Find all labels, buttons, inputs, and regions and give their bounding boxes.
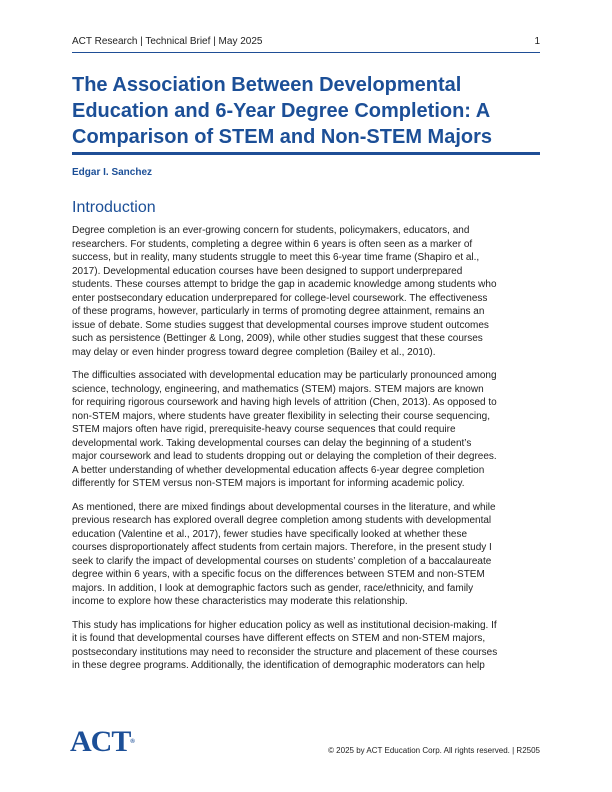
paragraph-4: This study has implications for higher education policy as well as institutional decision-making. If it is found that developmental courses have different effects on STEM and non-STEM majors, postsecondary institutions may need to reconsider the structure and placement of these courses in these degree programs. Additionally, the identification of demographic moderators can help: [72, 619, 498, 671]
copyright-footer: © 2025 by ACT Education Corp. All rights reserved. | R2505: [328, 746, 540, 755]
registered-mark: ®: [130, 739, 135, 745]
running-title: ACT Research | Technical Brief | May 2025: [72, 36, 263, 47]
paragraph-1: Degree completion is an ever-growing concern for students, policymakers, educators, and researchers. For students, completing a degree within 6 years is often seen as a marker of success, but in reality, many students struggle to meet this 6-year time frame (Shapiro et al., 2017). Developmental education courses have been designed to support underprepared students. These courses attempt to bridge the gap in academic knowledge among students who enter postsecondary education underprepared for college-level coursework. The effectiveness of these programs, however, particularly in terms of promoting degree attainment, remains an issue of debate. Some studies suggest that developmental courses improve student outcomes such as persistence (Bettinger & Long, 2009), while other studies suggest that these courses may delay or even hinder progress toward degree completion (Bailey et al., 2010).: [72, 225, 497, 358]
title-rule: [72, 152, 540, 155]
document-title: The Association Between Developmental Education and 6-Year Degree Completion: A Comparison of STEM and Non-STEM Majors: [72, 74, 493, 148]
act-logo: [70, 727, 135, 757]
header-rule: [72, 52, 540, 53]
body-text: [72, 224, 548, 683]
logo-text: ACT: [70, 725, 131, 758]
author-name: Edgar I. Sanchez: [72, 167, 153, 178]
paragraph-3: As mentioned, there are mixed findings about developmental courses in the literature, and while previous research has explored overall degree completion among students with developmental education (Valentine et al., 2017), fewer studies have specifically looked at whether these courses disproportionately affect students from certain majors. Therefore, in the present study I seek to clarify the impact of developmental courses on students’ completion of a baccalaureate degree within 6 years, with a specific focus on the differences between STEM and non-STEM majors. In addition, I look at demographic factors such as gender, race/ethnicity, and family income to explore how these characteristics may moderate this relationship.: [72, 501, 496, 607]
running-header: [72, 36, 540, 47]
section-heading-introduction: Introduction: [72, 199, 156, 216]
page-number: 1: [534, 36, 540, 47]
paragraph-2: The difficulties associated with developmental education may be particularly pronounced among science, technology, engineering, and mathematics (STEM) majors. STEM majors are known for requiring rigorous coursework and having high levels of attrition (Chen, 2013). As opposed to non-STEM majors, where students have greater flexibility in selecting their course sequencing, STEM majors often have rigid, prerequisite-heavy course sequences that could require developmental work. Taking developmental courses can delay the beginning of a student’s major coursework and lead to students dropping out or delaying the completion of their degrees. A better understanding of whether developmental education affects 6-year degree completion differently for STEM versus non-STEM majors is important for informing academic policy.: [72, 370, 497, 489]
